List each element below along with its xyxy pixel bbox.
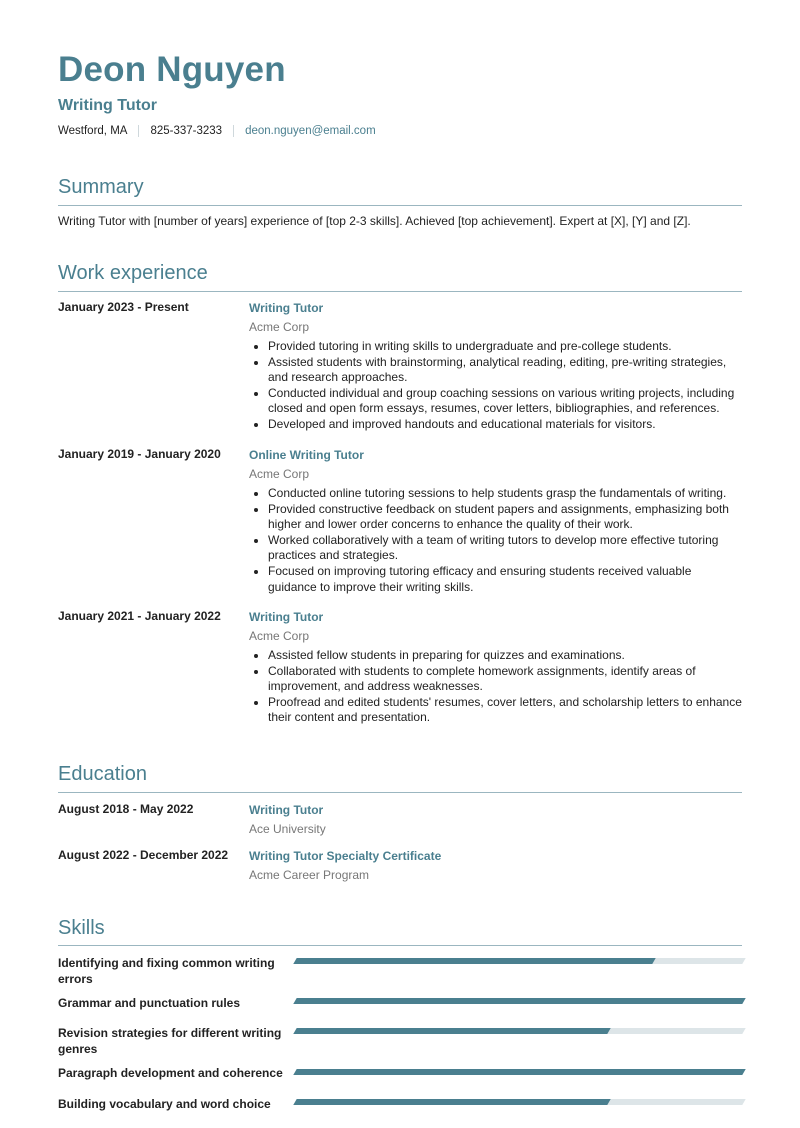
bullet-item: • Developed and improved handouts and educational materials for visitors. [268, 417, 742, 433]
candidate-name: Deon Nguyen [58, 50, 286, 89]
entry-date: August 2018 - May 2022 [58, 802, 194, 816]
summary-text: Writing Tutor with [number of years] experience of [top 2-3 skills]. Achieved [top achievement]. Expert at [X], [Y] and [Z]. [58, 214, 691, 228]
education-divider [58, 792, 742, 793]
entry-role: Writing Tutor Specialty Certificate [249, 849, 442, 863]
bullet-item: • Conducted online tutoring sessions to help students grasp the fundamentals of writing. [268, 486, 742, 502]
skill-level-fill [293, 1099, 611, 1105]
education-heading: Education [58, 763, 147, 785]
summary-divider [58, 205, 742, 206]
skill-level-fill [293, 998, 745, 1004]
contact-divider [233, 125, 234, 137]
entry-bullets [249, 486, 742, 595]
skill-label: Building vocabulary and word choice [58, 1097, 271, 1111]
entry-role: Writing Tutor [249, 610, 324, 624]
skill-level-bar [293, 998, 745, 1004]
location: Westford, MA [58, 125, 128, 137]
entry-body [249, 300, 742, 433]
entry-date: January 2019 - January 2020 [58, 447, 221, 461]
email-link[interactable]: deon.nguyen@email.com [245, 125, 376, 137]
work-heading: Work experience [58, 262, 208, 284]
skill-label: Revision strategies for different writing genres [58, 1026, 282, 1056]
summary-heading: Summary [58, 176, 144, 198]
bullet-item: • Focused on improving tutoring efficacy and ensuring students received valuable guidance to improve their writing skills. [268, 564, 742, 595]
skill-label: Paragraph development and coherence [58, 1066, 283, 1080]
skill-level-fill [293, 1069, 745, 1075]
entry-role: Writing Tutor [249, 301, 324, 315]
entry-body [249, 848, 742, 884]
entry-date: August 2022 - December 2022 [58, 848, 229, 862]
skill-label: Grammar and punctuation rules [58, 996, 241, 1010]
work-divider [58, 291, 742, 292]
bullet-item: • Assisted students with brainstorming, analytical reading, editing, pre-writing strategies, and research approaches. [268, 355, 742, 386]
skill-label: Identifying and fixing common writing errors [58, 956, 275, 986]
bullet-item: • Assisted fellow students in preparing for quizzes and examinations. [268, 648, 742, 664]
skill-level-bar [293, 1028, 745, 1034]
skills-divider [58, 945, 742, 946]
skill-level-fill [293, 958, 656, 964]
entry-org: Acme Corp [249, 629, 310, 643]
entry-bullets [249, 339, 742, 433]
skill-level-bar [293, 1069, 745, 1075]
bullet-item: • Proofread and edited students' resumes, cover letters, and scholarship letters to enhance their content and presentation. [268, 695, 742, 726]
entry-date: January 2023 - Present [58, 300, 189, 314]
entry-org: Acme Corp [249, 467, 310, 481]
entry-role: Writing Tutor [249, 803, 324, 817]
entry-role: Online Writing Tutor [249, 448, 364, 462]
entry-body [249, 447, 742, 595]
entry-date: January 2021 - January 2022 [58, 609, 221, 623]
skill-level-bar [293, 958, 745, 964]
skills-heading: Skills [58, 917, 105, 939]
bullet-item: • Collaborated with students to complete homework assignments, identify areas of improvement, and address weaknesses. [268, 664, 742, 695]
phone: 825-337-3233 [150, 125, 223, 137]
skill-level-bar [293, 1099, 745, 1105]
entry-org: Acme Career Program [249, 868, 370, 882]
bullet-item: • Provided tutoring in writing skills to undergraduate and pre-college students. [268, 339, 742, 355]
bullet-item: • Conducted individual and group coaching sessions on various writing projects, including closed and open form essays, resumes, cover letters, bibliographies, and references. [268, 386, 742, 417]
entry-body [249, 802, 742, 838]
contact-divider [138, 125, 139, 137]
entry-bullets [249, 648, 742, 726]
entry-body [249, 609, 742, 726]
skill-level-fill [293, 1028, 611, 1034]
candidate-title: Writing Tutor [58, 97, 157, 114]
entry-org: Acme Corp [249, 320, 310, 334]
bullet-item: • Provided constructive feedback on student papers and assignments, emphasizing both higher and lower order concerns to enhance the quality of their work. [268, 502, 742, 533]
bullet-item: • Worked collaboratively with a team of writing tutors to develop more effective tutoring practices and strategies. [268, 533, 742, 564]
entry-org: Ace University [249, 822, 326, 836]
contact-info [58, 125, 376, 137]
